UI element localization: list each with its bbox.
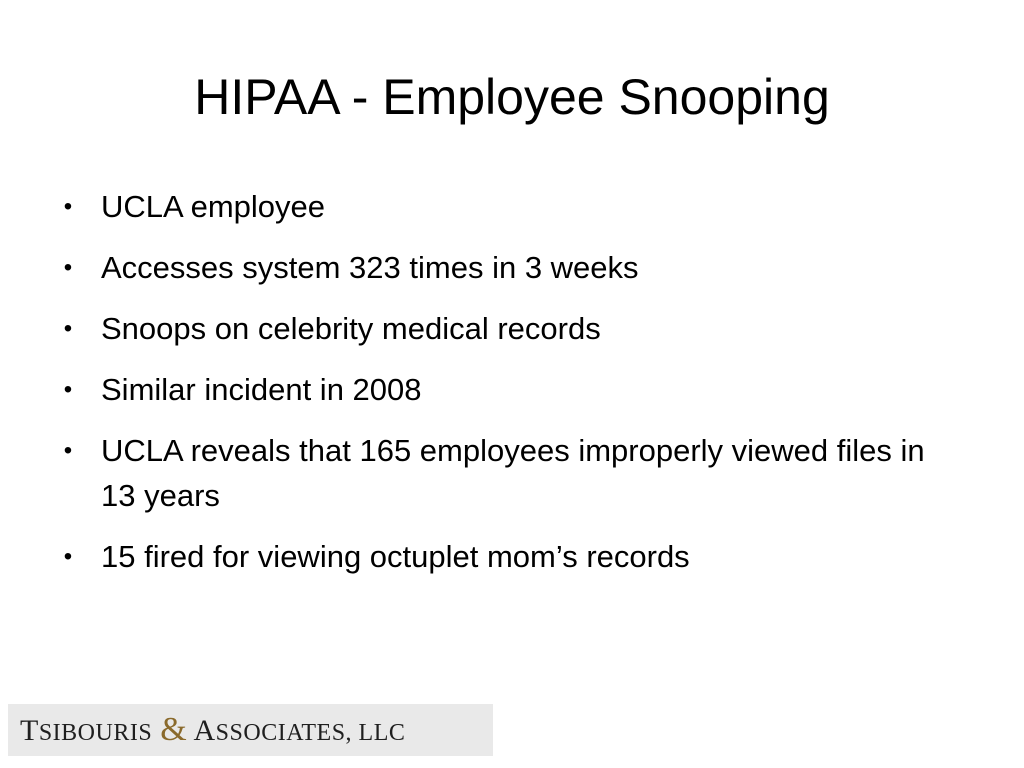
bullet-text: UCLA employee (101, 189, 326, 224)
bullet-marker: • (63, 376, 73, 403)
bullet-marker: • (63, 254, 73, 281)
logo-word-sibouris: SIBOURIS (38, 720, 153, 746)
bullet-marker: • (63, 543, 73, 570)
company-logo (8, 704, 493, 756)
logo-word-ssociates: SSOCIATES (215, 720, 346, 746)
bullet-marker: • (63, 193, 73, 220)
bullet-text: Similar incident in 2008 (101, 372, 422, 407)
bullet-item (58, 306, 938, 351)
bullet-item (58, 184, 938, 229)
company-logo-text (20, 712, 405, 751)
bullet-marker: • (63, 315, 73, 342)
slide-title: HIPAA - Employee Snooping (194, 69, 830, 125)
bullet-item (58, 367, 938, 412)
bullet-text: UCLA reveals that 165 employees improperly viewed files in 13 years (101, 433, 925, 513)
bullet-item (58, 245, 938, 290)
bullet-marker: • (63, 437, 73, 464)
bullet-list (58, 184, 938, 595)
bullet-item (58, 534, 938, 579)
bullet-text: Snoops on celebrity medical records (101, 311, 601, 346)
logo-initial-a: A (193, 714, 216, 747)
bullet-text: Accesses system 323 times in 3 weeks (101, 250, 639, 285)
logo-ampersand: & (160, 711, 188, 748)
logo-initial-t: T (20, 714, 39, 747)
logo-suffix-llc: , LLC (345, 720, 406, 746)
bullet-text: 15 fired for viewing octuplet mom’s records (101, 539, 690, 574)
bullet-item (58, 428, 938, 518)
